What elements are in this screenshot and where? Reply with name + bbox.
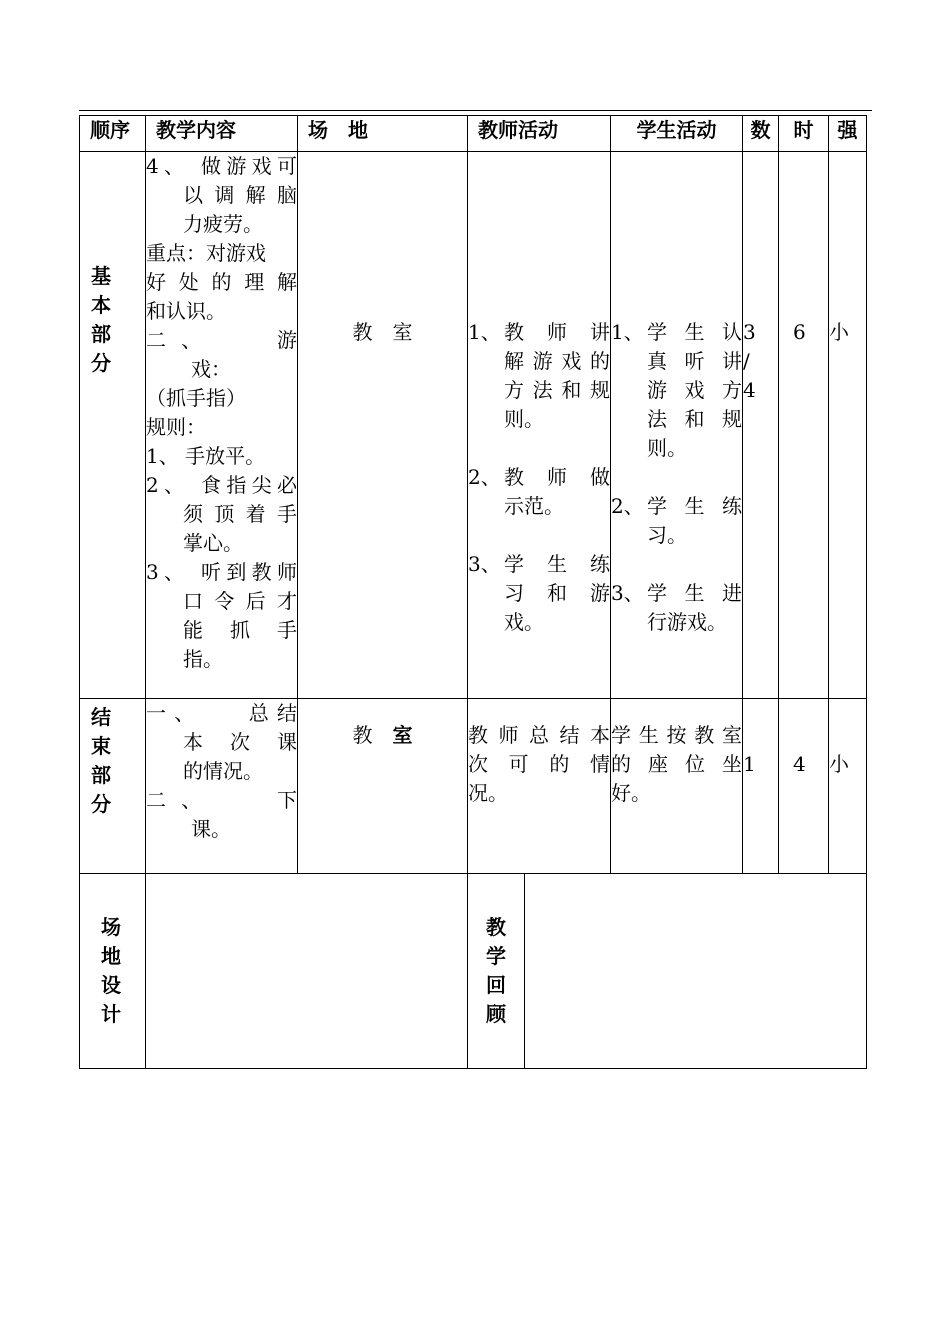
activity-item xyxy=(611,492,742,550)
activity-item-number: 3、 xyxy=(468,552,501,576)
ending-venue: 教 室 xyxy=(298,699,468,874)
activity-item-text: 学生练 习。 xyxy=(647,494,742,547)
content-line: 好处的理解 xyxy=(146,270,297,294)
ending-count: 1 xyxy=(743,699,779,874)
content-line: 的情况。 xyxy=(183,759,263,783)
basic-venue: 教 室 xyxy=(298,152,468,699)
activity-item-text: 学生认 真听讲 游戏方 法和规 则。 xyxy=(647,320,742,460)
content-line: （抓手指） xyxy=(146,386,246,410)
ending-section-row xyxy=(80,699,867,874)
content-line: 课。 xyxy=(191,817,231,841)
header-order: 顺序 xyxy=(80,116,146,152)
basic-count: 3 / 4 xyxy=(743,152,779,699)
content-line: 1、 手放平。 xyxy=(146,444,266,468)
activity-item-number: 1、 xyxy=(611,320,644,344)
site-design-area xyxy=(146,874,468,1069)
ending-teacher-activity: 教师总结本 次可的情 况。 xyxy=(468,699,611,874)
teaching-review-area xyxy=(525,874,867,1069)
activity-item xyxy=(611,318,742,463)
basic-section-label: 基 本 部 分 xyxy=(80,152,146,699)
footer-row xyxy=(80,874,867,1069)
activity-item-text: 学生进 行游戏。 xyxy=(647,581,742,634)
activity-item-text: 学生练 习和游 戏。 xyxy=(504,552,610,634)
content-line: 戏： xyxy=(191,357,231,381)
activity-item xyxy=(468,463,610,521)
activity-item xyxy=(468,550,610,637)
content-line: 指。 xyxy=(183,647,223,671)
header-content: 教学内容 xyxy=(146,116,298,152)
header-row xyxy=(80,116,867,152)
content-line: 和认识。 xyxy=(146,299,226,323)
content-line: 一、 总结 xyxy=(146,701,297,725)
ending-content xyxy=(146,699,298,874)
content-line: 以调解脑 xyxy=(183,183,297,207)
activity-item xyxy=(468,318,610,434)
basic-time: 6 xyxy=(779,152,829,699)
activity-item xyxy=(611,579,742,637)
teaching-review-label: 教 学 回 顾 xyxy=(468,874,525,1069)
lesson-plan-table xyxy=(79,115,867,1069)
content-line: 本次课 xyxy=(183,730,297,754)
header-venue: 场 地 xyxy=(298,116,468,152)
activity-item-number: 1、 xyxy=(468,320,501,344)
header-intensity: 强 xyxy=(829,116,867,152)
ending-time: 4 xyxy=(779,699,829,874)
content-line: 2、 食指尖必 xyxy=(146,473,297,497)
top-rule xyxy=(79,110,872,111)
activity-item-text: 教师讲 解游戏的 方法和规 则。 xyxy=(504,320,610,431)
basic-student-activity xyxy=(611,152,743,699)
activity-item-text: 教师做 示范。 xyxy=(504,465,610,518)
content-line: 掌心。 xyxy=(183,531,243,555)
header-count: 数 xyxy=(743,116,779,152)
content-line: 二、 游 xyxy=(146,328,297,352)
ending-section-label: 结 束 部 分 xyxy=(80,699,146,874)
activity-item-number: 3、 xyxy=(611,581,644,605)
basic-intensity: 小 xyxy=(829,152,867,699)
basic-section-row xyxy=(80,152,867,699)
content-line: 3、 听到教师 xyxy=(146,560,297,584)
header-teacher-activity: 教师活动 xyxy=(468,116,611,152)
content-line: 重点：对游戏 xyxy=(146,241,266,265)
content-line: 能 抓 手 xyxy=(183,618,297,642)
ending-intensity: 小 xyxy=(829,699,867,874)
activity-item-number: 2、 xyxy=(468,465,501,489)
basic-content xyxy=(146,152,298,699)
header-student-activity: 学生活动 xyxy=(611,116,743,152)
site-design-label: 场 地 设 计 xyxy=(80,874,146,1069)
content-line: 力疲劳。 xyxy=(183,212,263,236)
activity-item-number: 2、 xyxy=(611,494,644,518)
content-line: 须顶着手 xyxy=(183,502,297,526)
basic-teacher-activity xyxy=(468,152,611,699)
ending-student-activity: 学生按教室 的座位坐 好。 xyxy=(611,699,743,874)
content-line: 4、 做游戏可 xyxy=(146,154,297,178)
content-line: 口令后才 xyxy=(183,589,297,613)
content-line: 规则： xyxy=(146,415,206,439)
header-time: 时 xyxy=(779,116,829,152)
content-line: 二、 下 xyxy=(146,788,297,812)
